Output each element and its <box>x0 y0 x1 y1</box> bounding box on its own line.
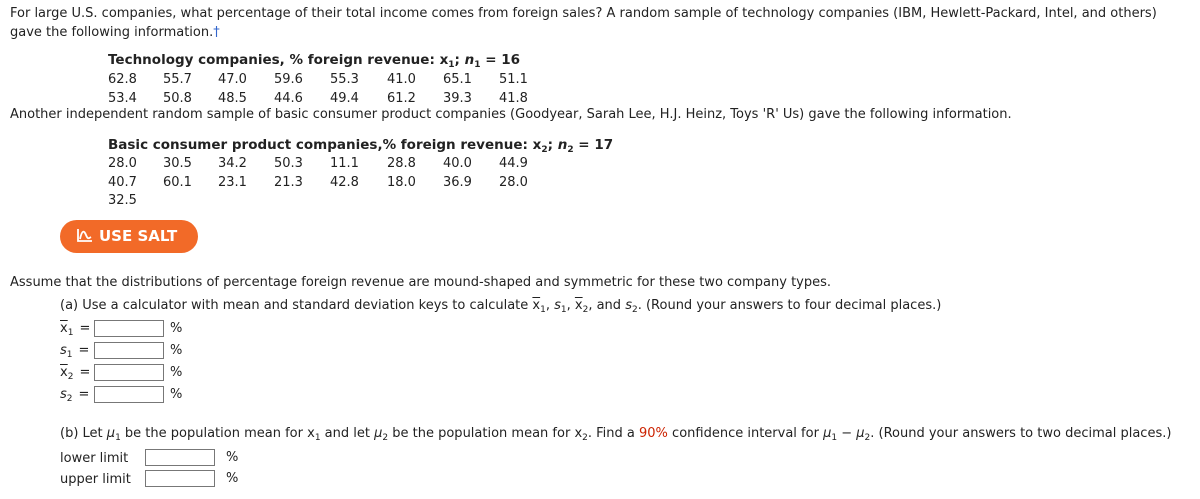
tech-row1-cell: 51.1 <box>499 72 528 87</box>
upper-limit-unit: % <box>226 471 239 486</box>
tech-row2-cell: 50.8 <box>163 91 192 106</box>
tech-row2-cell: 53.4 <box>108 91 137 106</box>
upper-limit-label: upper limit <box>60 472 131 487</box>
part-a-prompt: (a) Use a calculator with mean and standard deviation keys to calculate $\overline{x}_1$, $s_1$, $\overline{x}_2$, and $s_2$. (Round your answers to four decimal places.) <box>60 298 942 315</box>
tech-row1-cell: 41.0 <box>387 72 416 87</box>
field-x1-label: $\overline{x}_1$ = <box>60 321 91 338</box>
consumer-row1-cell: 11.1 <box>330 156 359 171</box>
tech-row2-cell: 61.2 <box>387 91 416 106</box>
consumer-row3-cell: 32.5 <box>108 193 137 208</box>
field-x2-label: $\overline{x}_2$ = <box>60 365 91 382</box>
consumer-row2-cell: 23.1 <box>218 175 247 190</box>
lower-limit-input[interactable] <box>145 449 215 466</box>
tech-row1-cell: 65.1 <box>443 72 472 87</box>
tech-row1-cell: 47.0 <box>218 72 247 87</box>
consumer-row2-cell: 28.0 <box>499 175 528 190</box>
consumer-row1-cell: 28.0 <box>108 156 137 171</box>
field-x1-unit: % <box>170 321 183 336</box>
part-b-prompt: (b) Let $\mu_1$ be the population mean for $x_1$ and let $\mu_2$ be the population mean for $x_2$. Find a 90% confidence interval for $\mu_1 - \mu_2$. (Round your answers to two decimal places.) <box>60 426 1172 443</box>
consumer-row2-cell: 42.8 <box>330 175 359 190</box>
lower-limit-unit: % <box>226 450 239 465</box>
field-s1-unit: % <box>170 343 183 358</box>
intro-text <box>10 4 1185 42</box>
field-s1-label: $s_1$ = <box>60 343 90 360</box>
confidence-level: 90% <box>639 426 668 441</box>
consumer-row1-cell: 44.9 <box>499 156 528 171</box>
use-salt-button[interactable]: USE SALT <box>60 220 198 253</box>
field-x2-input[interactable] <box>94 364 164 381</box>
tech-row2-cell: 39.3 <box>443 91 472 106</box>
consumer-row2-cell: 40.7 <box>108 175 137 190</box>
tech-row1-cell: 62.8 <box>108 72 137 87</box>
consumer-row1-cell: 50.3 <box>274 156 303 171</box>
field-s2-unit: % <box>170 387 183 402</box>
field-s1-input[interactable] <box>94 342 164 359</box>
tech-row2-cell: 41.8 <box>499 91 528 106</box>
tech-row2-cell: 48.5 <box>218 91 247 106</box>
consumer-row2-cell: 21.3 <box>274 175 303 190</box>
field-s2-label: $s_2$ = <box>60 387 90 404</box>
upper-limit-input[interactable] <box>145 470 215 487</box>
consumer-row1-cell: 34.2 <box>218 156 247 171</box>
middle-text: Another independent random sample of basic consumer product companies (Goodyear, Sarah Lee, H.J. Heinz, Toys 'R' Us) gave the following information. <box>10 107 1012 122</box>
field-x1-input[interactable] <box>94 320 164 337</box>
consumer-row1-cell: 40.0 <box>443 156 472 171</box>
consumer-table-title: Basic consumer product companies,% foreign revenue: $x_2$; $n_2 = 17$ <box>108 137 614 155</box>
consumer-row1-cell: 28.8 <box>387 156 416 171</box>
tech-row1-cell: 55.7 <box>163 72 192 87</box>
footnote-dagger[interactable]: † <box>213 25 220 40</box>
salt-chart-icon <box>77 228 93 242</box>
tech-table-title: Technology companies, % foreign revenue: $x_1$; $n_1 = 16$ <box>108 52 521 70</box>
tech-row2-cell: 49.4 <box>330 91 359 106</box>
lower-limit-label: lower limit <box>60 451 129 466</box>
assumption-text: Assume that the distributions of percentage foreign revenue are mound-shaped and symmetric for these two company types. <box>10 275 832 290</box>
intro-paragraph: For large U.S. companies, what percentage of their total income comes from foreign sales? A random sample of technology companies (IBM, Hewlett-Packard, Intel, and others) gave the following information. <box>10 6 1157 40</box>
tech-row2-cell: 44.6 <box>274 91 303 106</box>
field-s2-input[interactable] <box>94 386 164 403</box>
consumer-row2-cell: 60.1 <box>163 175 192 190</box>
field-x2-unit: % <box>170 365 183 380</box>
consumer-row2-cell: 18.0 <box>387 175 416 190</box>
consumer-row1-cell: 30.5 <box>163 156 192 171</box>
consumer-row2-cell: 36.9 <box>443 175 472 190</box>
tech-row1-cell: 55.3 <box>330 72 359 87</box>
tech-row1-cell: 59.6 <box>274 72 303 87</box>
